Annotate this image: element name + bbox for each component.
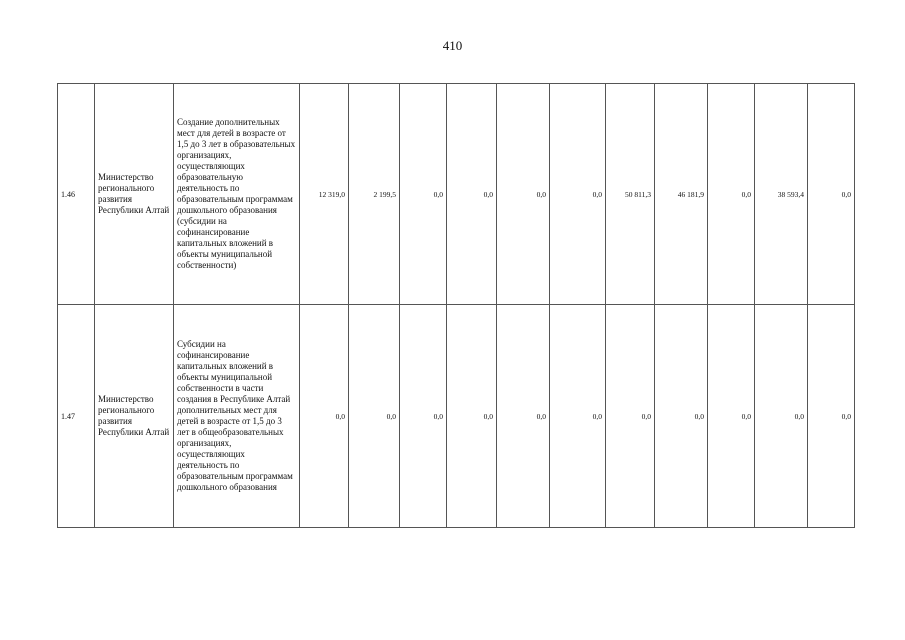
value-cell: 0,0 bbox=[400, 84, 447, 305]
value-cell: 0,0 bbox=[550, 305, 606, 528]
row-number: 1.46 bbox=[58, 84, 95, 305]
value-cell: 12 319,0 bbox=[300, 84, 349, 305]
value-cell: 0,0 bbox=[400, 305, 447, 528]
value-cell: 0,0 bbox=[447, 84, 497, 305]
value-cell: 0,0 bbox=[349, 305, 400, 528]
measure-description: Субсидии на софинансирование капитальных вложений в объекты муниципальной собственности в части создания в Республике Алтай дополнительных мест для детей в возрасте от 1,5 до 3 лет в общеобразовательных организациях, осуществляющих деятельность по образовательным программам дошкольного образования bbox=[174, 305, 300, 528]
value-cell: 0,0 bbox=[755, 305, 808, 528]
value-cell: 0,0 bbox=[606, 305, 655, 528]
value-cell: 0,0 bbox=[550, 84, 606, 305]
row-number: 1.47 bbox=[58, 305, 95, 528]
value-cell: 0,0 bbox=[808, 84, 855, 305]
value-cell: 0,0 bbox=[300, 305, 349, 528]
value-cell: 0,0 bbox=[708, 84, 755, 305]
value-cell: 0,0 bbox=[497, 84, 550, 305]
value-cell: 38 593,4 bbox=[755, 84, 808, 305]
value-cell: 50 811,3 bbox=[606, 84, 655, 305]
value-cell: 0,0 bbox=[808, 305, 855, 528]
value-cell: 46 181,9 bbox=[655, 84, 708, 305]
value-cell: 0,0 bbox=[708, 305, 755, 528]
table-row bbox=[58, 305, 855, 528]
value-cell: 0,0 bbox=[497, 305, 550, 528]
responsible-organization: Министерство регионального развития Республики Алтай bbox=[95, 305, 174, 528]
value-cell: 0,0 bbox=[447, 305, 497, 528]
value-cell: 2 199,5 bbox=[349, 84, 400, 305]
table-row bbox=[58, 84, 855, 305]
budget-table bbox=[57, 83, 855, 528]
value-cell: 0,0 bbox=[655, 305, 708, 528]
page-number: 410 bbox=[442, 38, 463, 53]
responsible-organization: Министерство регионального развития Республики Алтай bbox=[95, 84, 174, 305]
measure-description: Создание дополнительных мест для детей в возрасте от 1,5 до 3 лет в образовательных организациях, осуществляющих образовательную деятельность по образовательным программам дошкольного образования (субсидии на софинансирование капитальных вложений в объекты муниципальной собственности) bbox=[174, 84, 300, 305]
